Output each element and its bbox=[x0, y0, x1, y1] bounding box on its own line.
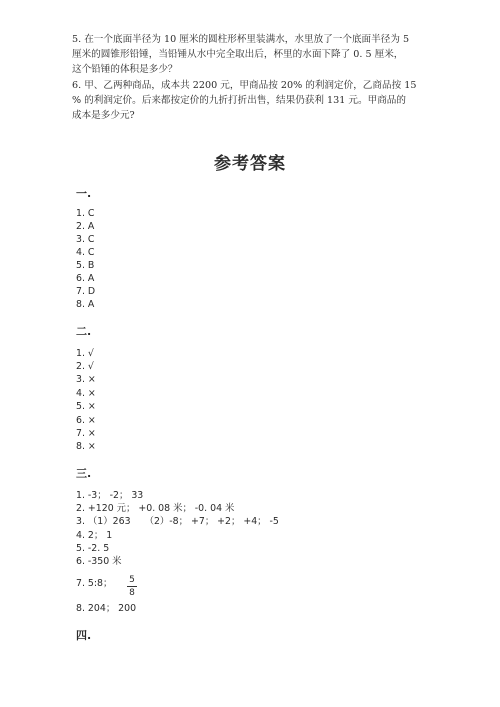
section-3-answer-4: 4. 2； 1 bbox=[76, 530, 113, 541]
section-1-answer-4: 4. C bbox=[76, 247, 95, 258]
problem-5-line-3: 这个铅锤的体积是多少？ bbox=[72, 64, 178, 75]
section-2-answer-8: 8. × bbox=[76, 441, 96, 452]
problem-6-line-1: 6. 甲、乙两种商品，成本共 2200 元，甲商品按 20% 的利润定价，乙商品按 15 bbox=[72, 80, 417, 91]
fraction-bar bbox=[127, 586, 137, 587]
section-2-answer-4: 4. × bbox=[76, 388, 96, 399]
section-2-heading: 二. bbox=[76, 325, 92, 338]
answer-key-title: 参考答案 bbox=[214, 154, 286, 174]
fraction-denominator: 8 bbox=[129, 588, 135, 598]
section-2-answer-7: 7. × bbox=[76, 428, 96, 439]
section-3-answer-7: 7. 5:8； bbox=[76, 578, 113, 589]
section-1-answer-6: 6. A bbox=[76, 273, 95, 284]
problem-6-line-2: % 的利润定价。后来都按定价的九折打折出售，结果仍获利 131 元。甲商品的 bbox=[72, 95, 406, 106]
section-1-answer-2: 2. A bbox=[76, 221, 95, 232]
section-3-answer-1: 1. -3； -2； 33 bbox=[76, 490, 144, 501]
section-2-answer-6: 6. × bbox=[76, 415, 96, 426]
section-1-answer-7: 7. D bbox=[76, 286, 96, 297]
section-4-heading: 四. bbox=[76, 629, 92, 642]
section-1-answer-8: 8. A bbox=[76, 299, 95, 310]
section-1-answer-5: 5. B bbox=[76, 260, 95, 271]
section-2-answer-3: 3. × bbox=[76, 374, 96, 385]
section-1-answer-3: 3. C bbox=[76, 234, 95, 245]
fraction-five-eighths bbox=[127, 575, 137, 598]
problem-6-line-3: 成本是多少元? bbox=[72, 110, 135, 121]
section-2-answer-5: 5. × bbox=[76, 401, 96, 412]
section-2-answer-1: 1. √ bbox=[76, 348, 94, 359]
problem-5-line-2: 厘米的圆锥形铅锤，当铅锤从水中完全取出后，杯里的水面下降了 0. 5 厘米， bbox=[72, 49, 404, 60]
section-3-answer-8: 8. 204； 200 bbox=[76, 603, 137, 614]
section-3-answer-6: 6. -350 米 bbox=[76, 556, 122, 567]
fraction-numerator: 5 bbox=[129, 575, 135, 585]
section-3-answer-2: 2. +120 元； +0. 08 米； -0. 04 米 bbox=[76, 503, 235, 514]
section-1-heading: 一. bbox=[76, 187, 92, 200]
section-3-heading: 三. bbox=[76, 467, 92, 480]
section-3-answer-3: 3. （1）263 （2）-8； +7； +2； +4； -5 bbox=[76, 516, 279, 527]
section-3-answer-5: 5. -2. 5 bbox=[76, 543, 110, 554]
section-2-answer-2: 2. √ bbox=[76, 361, 94, 372]
problem-5-line-1: 5. 在一个底面半径为 10 厘米的圆柱形杯里装满水，水里放了一个底面半径为 5 bbox=[72, 34, 410, 45]
section-1-answer-1: 1. C bbox=[76, 208, 95, 219]
